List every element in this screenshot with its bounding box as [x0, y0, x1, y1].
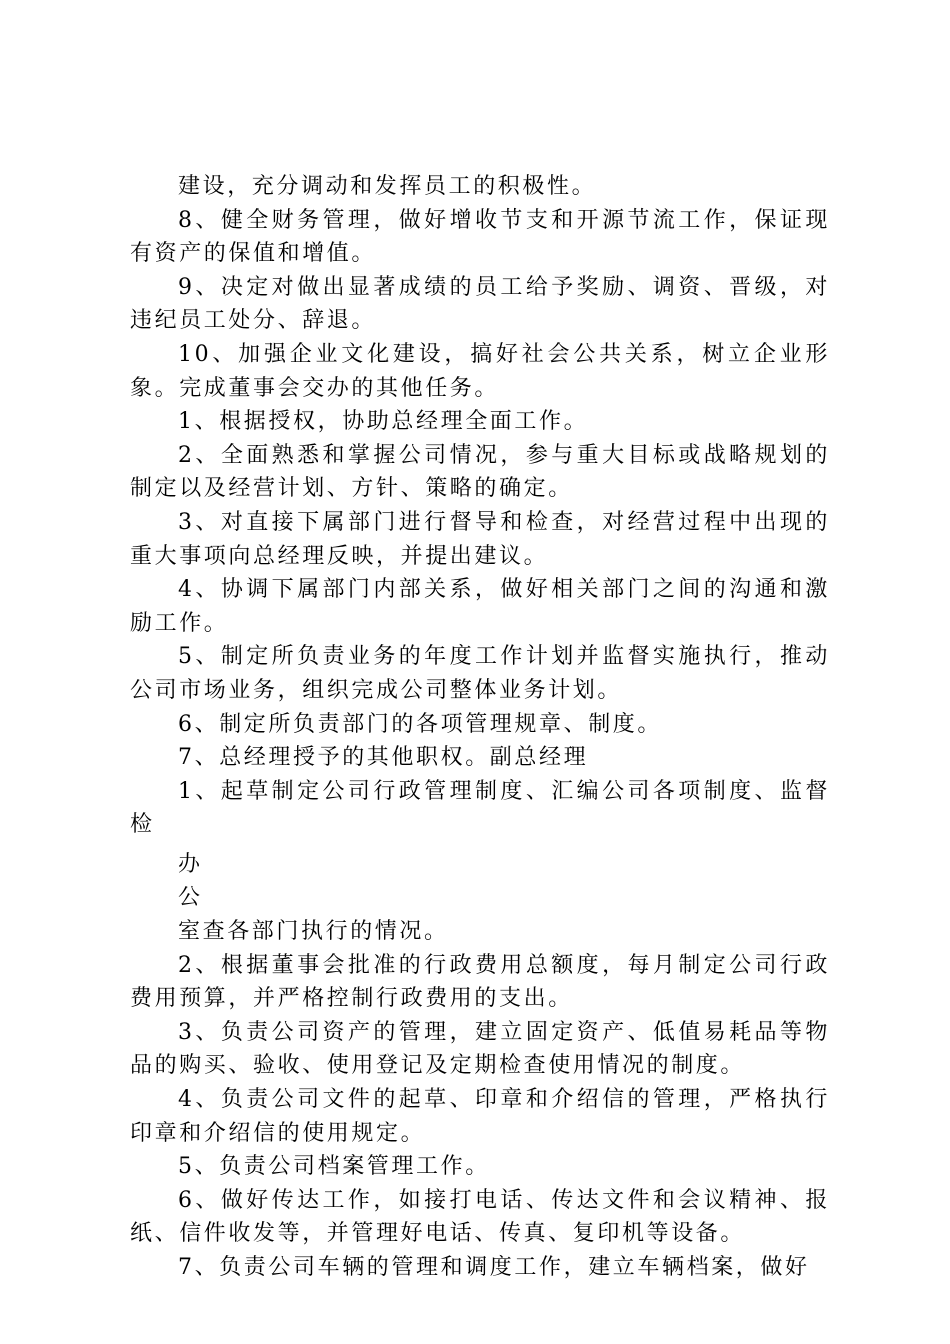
paragraph-intro: 建设，充分调动和发挥员工的积极性。 [178, 174, 597, 199]
continuation-line: 室查各部门执行的情况。 [178, 919, 449, 945]
paragraph-office-3: 3、负责公司资产的管理，建立固定资产、低值易耗品等物品的购买、验收、使用登记及定期检查使用情况的制度。 [130, 1019, 830, 1079]
paragraph-item-9: 9、决定对做出显著成绩的员工给予奖励、调资、晋级，对违纪员工处分、辞退。 [130, 274, 830, 334]
vertical-char-2: 公 [178, 885, 203, 911]
paragraph-office-5: 5、负责公司档案管理工作。 [178, 1154, 490, 1180]
paragraph-office-2: 2、根据董事会批准的行政费用总额度，每月制定公司行政费用预算，并严格控制行政费用的支出。 [130, 952, 830, 1012]
paragraph-item-8: 8、健全财务管理，做好增收节支和开源节流工作，保证现有资产的保值和增值。 [130, 207, 830, 267]
document-page [130, 170, 830, 1285]
paragraph-office-7: 7、负责公司车辆的管理和调度工作，建立车辆档案，做好 [178, 1255, 810, 1280]
paragraph-item-10: 10、加强企业文化建设，搞好社会公共关系，树立企业形象。完成董事会交办的其他任务。 [130, 341, 830, 401]
paragraph-deputy-7: 7、总经理授予的其他职权。副总经理 [178, 745, 589, 771]
vertical-char-1: 办 [178, 851, 203, 877]
paragraph-deputy-6: 6、制定所负责部门的各项管理规章、制度。 [178, 711, 662, 737]
paragraph-deputy-4: 4、协调下属部门内部关系，做好相关部门之间的沟通和激励工作。 [130, 577, 830, 636]
paragraph-office-4: 4、负责公司文件的起草、印章和介绍信的管理，严格执行印章和介绍信的使用规定。 [130, 1087, 830, 1146]
paragraph-deputy-5: 5、制定所负责业务的年度工作计划并监督实施执行，推动公司市场业务，组织完成公司整体业务计划。 [130, 644, 830, 703]
paragraph-office-6: 6、做好传达工作，如接打电话、传达文件和会议精神、报纸、信件收发等，并管理好电话、传真、复印机等设备。 [130, 1187, 830, 1247]
paragraph-deputy-3: 3、对直接下属部门进行督导和检查，对经营过程中出现的重大事项向总经理反映，并提出建议。 [130, 509, 830, 569]
paragraph-deputy-2: 2、全面熟悉和掌握公司情况，参与重大目标或战略规划的制定以及经营计划、方针、策略的确定。 [130, 442, 830, 502]
paragraph-deputy-1: 1、根据授权，协助总经理全面工作。 [178, 409, 589, 435]
paragraph-office-1: 1、起草制定公司行政管理制度、汇编公司各项制度、监督检 [130, 778, 830, 838]
